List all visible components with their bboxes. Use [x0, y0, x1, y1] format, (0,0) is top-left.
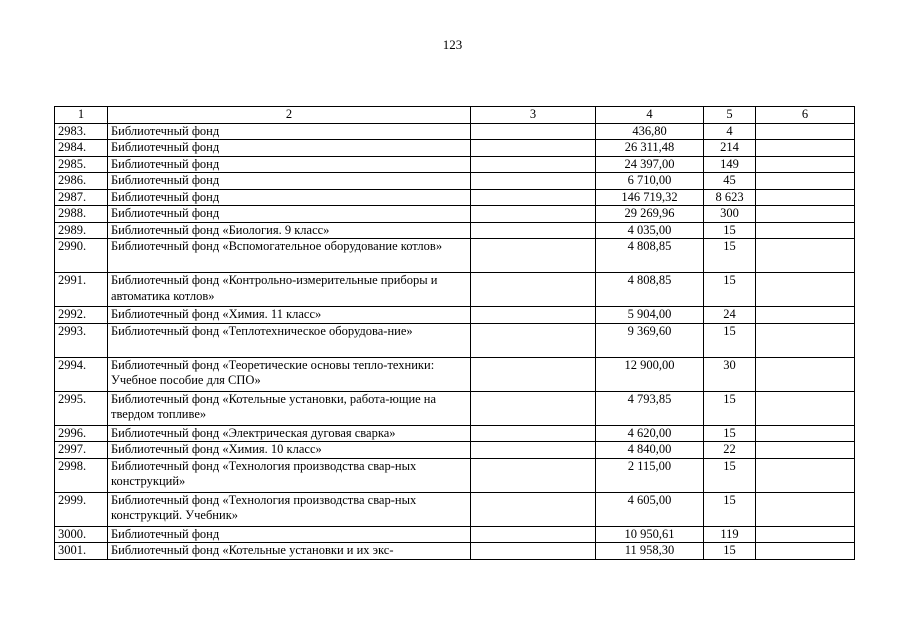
cell-col3 — [471, 173, 596, 190]
row-number: 3001. — [55, 543, 108, 560]
cell-col6 — [756, 526, 855, 543]
row-number: 2984. — [55, 140, 108, 157]
row-number: 2993. — [55, 323, 108, 357]
cell-col6 — [756, 189, 855, 206]
item-sum: 4 035,00 — [596, 222, 704, 239]
column-header-5: 5 — [704, 107, 756, 124]
table-row — [55, 442, 855, 459]
row-number: 2998. — [55, 458, 108, 492]
row-number: 2985. — [55, 156, 108, 173]
table-row — [55, 492, 855, 526]
item-name: Библиотечный фонд «Технология производства свар-ных конструкций» — [108, 458, 471, 492]
row-number: 2991. — [55, 273, 108, 307]
item-name: Библиотечный фонд «Химия. 10 класс» — [108, 442, 471, 459]
cell-col3 — [471, 357, 596, 391]
cell-col3 — [471, 273, 596, 307]
item-sum: 4 808,85 — [596, 273, 704, 307]
cell-col3 — [471, 123, 596, 140]
item-sum: 10 950,61 — [596, 526, 704, 543]
column-header-3: 3 — [471, 107, 596, 124]
cell-col6 — [756, 391, 855, 425]
cell-col6 — [756, 307, 855, 324]
cell-col6 — [756, 173, 855, 190]
cell-col3 — [471, 526, 596, 543]
cell-col3 — [471, 206, 596, 223]
header-row — [55, 107, 855, 124]
cell-col6 — [756, 273, 855, 307]
row-number: 2987. — [55, 189, 108, 206]
item-name: Библиотечный фонд «Теплотехническое оборудова-ние» — [108, 323, 471, 357]
item-qty: 15 — [704, 492, 756, 526]
row-number: 2996. — [55, 425, 108, 442]
row-number: 2990. — [55, 239, 108, 273]
item-sum: 146 719,32 — [596, 189, 704, 206]
item-name: Библиотечный фонд «Вспомогательное оборудование котлов» — [108, 239, 471, 273]
row-number: 2999. — [55, 492, 108, 526]
table-row — [55, 123, 855, 140]
item-sum: 5 904,00 — [596, 307, 704, 324]
item-name: Библиотечный фонд «Биология. 9 класс» — [108, 222, 471, 239]
item-sum: 4 840,00 — [596, 442, 704, 459]
item-name: Библиотечный фонд «Контрольно-измерительные приборы и автоматика котлов» — [108, 273, 471, 307]
table-row — [55, 425, 855, 442]
item-name: Библиотечный фонд — [108, 189, 471, 206]
table-row — [55, 140, 855, 157]
table-row — [55, 156, 855, 173]
item-sum: 29 269,96 — [596, 206, 704, 223]
cell-col6 — [756, 140, 855, 157]
item-name: Библиотечный фонд — [108, 206, 471, 223]
table-row — [55, 173, 855, 190]
cell-col6 — [756, 123, 855, 140]
cell-col6 — [756, 222, 855, 239]
item-sum: 4 808,85 — [596, 239, 704, 273]
item-sum: 4 620,00 — [596, 425, 704, 442]
item-qty: 45 — [704, 173, 756, 190]
item-sum: 4 605,00 — [596, 492, 704, 526]
cell-col3 — [471, 458, 596, 492]
column-header-4: 4 — [596, 107, 704, 124]
item-qty: 15 — [704, 239, 756, 273]
row-number: 2986. — [55, 173, 108, 190]
item-qty: 4 — [704, 123, 756, 140]
cell-col3 — [471, 323, 596, 357]
cell-col3 — [471, 156, 596, 173]
row-number: 2995. — [55, 391, 108, 425]
row-number: 2989. — [55, 222, 108, 239]
item-qty: 15 — [704, 391, 756, 425]
item-qty: 15 — [704, 323, 756, 357]
cell-col3 — [471, 442, 596, 459]
item-qty: 300 — [704, 206, 756, 223]
cell-col3 — [471, 222, 596, 239]
item-qty: 119 — [704, 526, 756, 543]
cell-col6 — [756, 357, 855, 391]
table-row — [55, 391, 855, 425]
cell-col6 — [756, 543, 855, 560]
column-header-2: 2 — [108, 107, 471, 124]
row-number: 2997. — [55, 442, 108, 459]
cell-col6 — [756, 206, 855, 223]
row-number: 2992. — [55, 307, 108, 324]
item-name: Библиотечный фонд — [108, 156, 471, 173]
table-row — [55, 543, 855, 560]
item-sum: 4 793,85 — [596, 391, 704, 425]
row-number: 3000. — [55, 526, 108, 543]
table-row — [55, 206, 855, 223]
row-number: 2983. — [55, 123, 108, 140]
item-name: Библиотечный фонд «Котельные установки и их экс- — [108, 543, 471, 560]
table-row — [55, 458, 855, 492]
table-row — [55, 323, 855, 357]
table-row — [55, 189, 855, 206]
table-row — [55, 273, 855, 307]
item-name: Библиотечный фонд «Электрическая дуговая сварка» — [108, 425, 471, 442]
item-qty: 15 — [704, 273, 756, 307]
cell-col6 — [756, 156, 855, 173]
item-qty: 15 — [704, 425, 756, 442]
item-sum: 6 710,00 — [596, 173, 704, 190]
column-header-6: 6 — [756, 107, 855, 124]
table-row — [55, 222, 855, 239]
cell-col3 — [471, 140, 596, 157]
property-table — [54, 106, 855, 560]
item-sum: 24 397,00 — [596, 156, 704, 173]
item-sum: 26 311,48 — [596, 140, 704, 157]
item-sum: 11 958,30 — [596, 543, 704, 560]
item-qty: 8 623 — [704, 189, 756, 206]
item-qty: 149 — [704, 156, 756, 173]
column-header-1: 1 — [55, 107, 108, 124]
item-qty: 22 — [704, 442, 756, 459]
cell-col6 — [756, 425, 855, 442]
item-qty: 214 — [704, 140, 756, 157]
item-name: Библиотечный фонд — [108, 173, 471, 190]
item-qty: 15 — [704, 222, 756, 239]
item-sum: 9 369,60 — [596, 323, 704, 357]
item-sum: 2 115,00 — [596, 458, 704, 492]
table-row — [55, 526, 855, 543]
item-sum: 436,80 — [596, 123, 704, 140]
item-name: Библиотечный фонд «Химия. 11 класс» — [108, 307, 471, 324]
item-sum: 12 900,00 — [596, 357, 704, 391]
item-name: Библиотечный фонд «Технология производства свар-ных конструкций. Учебник» — [108, 492, 471, 526]
item-name: Библиотечный фонд — [108, 526, 471, 543]
item-name: Библиотечный фонд — [108, 123, 471, 140]
cell-col6 — [756, 458, 855, 492]
cell-col3 — [471, 492, 596, 526]
item-qty: 15 — [704, 458, 756, 492]
row-number: 2988. — [55, 206, 108, 223]
cell-col6 — [756, 492, 855, 526]
cell-col3 — [471, 543, 596, 560]
cell-col3 — [471, 391, 596, 425]
cell-col3 — [471, 239, 596, 273]
cell-col6 — [756, 442, 855, 459]
row-number: 2994. — [55, 357, 108, 391]
cell-col3 — [471, 189, 596, 206]
item-qty: 15 — [704, 543, 756, 560]
item-name: Библиотечный фонд «Котельные установки, работа-ющие на твердом топливе» — [108, 391, 471, 425]
table-row — [55, 357, 855, 391]
cell-col6 — [756, 323, 855, 357]
cell-col3 — [471, 425, 596, 442]
item-name: Библиотечный фонд «Теоретические основы тепло-техники: Учебное пособие для СПО» — [108, 357, 471, 391]
cell-col6 — [756, 239, 855, 273]
item-name: Библиотечный фонд — [108, 140, 471, 157]
table-row — [55, 307, 855, 324]
page-number: 123 — [442, 37, 463, 52]
table-row — [55, 239, 855, 273]
item-qty: 24 — [704, 307, 756, 324]
item-qty: 30 — [704, 357, 756, 391]
cell-col3 — [471, 307, 596, 324]
